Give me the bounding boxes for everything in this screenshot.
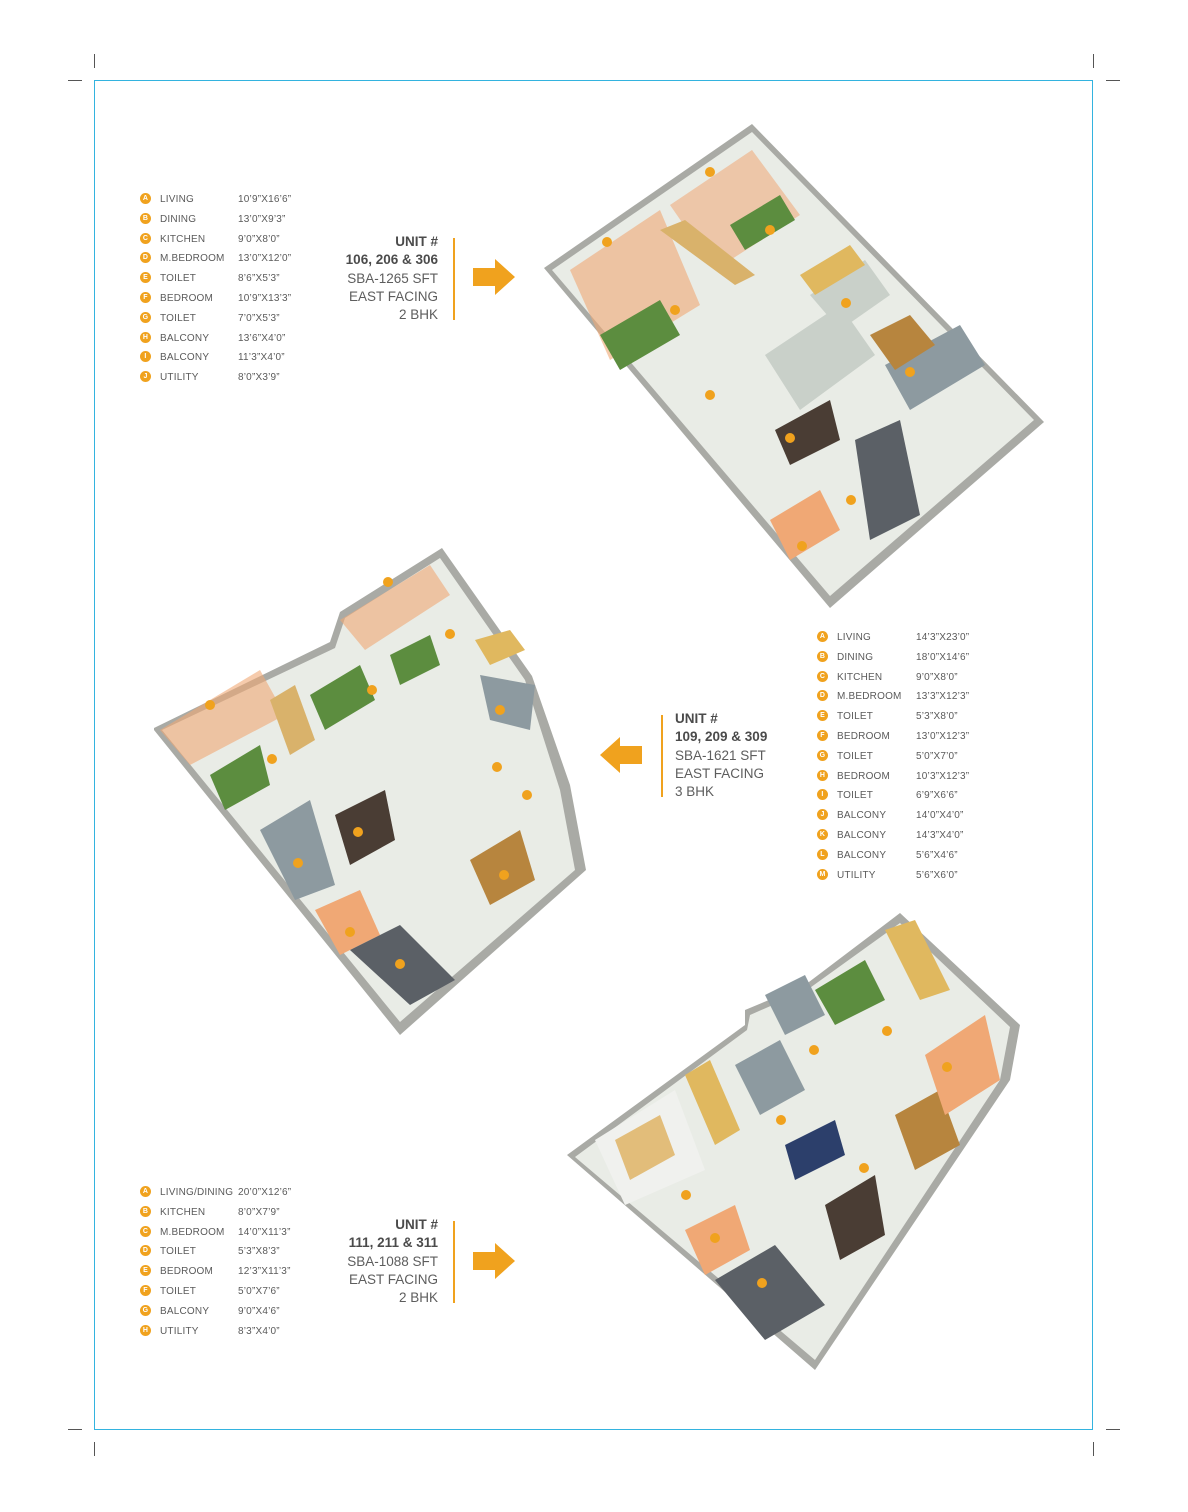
- legend-marker: H: [140, 332, 151, 343]
- legend-room-name: M.BEDROOM: [837, 691, 902, 703]
- legend-room-name: BEDROOM: [837, 730, 891, 742]
- legend-row: [140, 351, 310, 371]
- legend-marker: B: [817, 651, 828, 662]
- unit-sba: SBA-1621 SFT: [675, 747, 766, 763]
- unit-info-109: [675, 710, 805, 801]
- legend-room-name: UTILITY: [160, 1325, 199, 1337]
- legend-room-size: 11’3”X4’0”: [238, 352, 285, 364]
- legend-row: [817, 651, 987, 671]
- legend-marker: B: [140, 1206, 151, 1217]
- legend-row: [140, 371, 310, 391]
- legend-room-size: 13’3”X12’3”: [916, 691, 970, 703]
- unit-numbers: 109, 209 & 309: [675, 729, 768, 745]
- legend-row: [140, 332, 310, 352]
- legend-room-name: M.BEDROOM: [160, 253, 225, 265]
- legend-marker: J: [140, 371, 151, 382]
- legend-row: [817, 809, 987, 829]
- legend-row: [140, 252, 310, 272]
- legend-room-name: LIVING: [837, 632, 871, 643]
- legend-room-name: BALCONY: [160, 1305, 210, 1317]
- floor-plan-unit-106: [540, 120, 1050, 610]
- legend-marker: G: [817, 750, 828, 761]
- legend-row: [140, 1325, 310, 1345]
- legend-row: [140, 292, 310, 312]
- legend-room-name: LIVING/DINING: [160, 1187, 234, 1198]
- legend-row: [140, 1285, 310, 1305]
- legend-marker: K: [817, 829, 828, 840]
- unit-type: 2 BHK: [398, 307, 438, 323]
- legend-row: [817, 631, 987, 651]
- legend-marker: D: [817, 690, 828, 701]
- legend-room-name: LIVING: [160, 194, 194, 205]
- legend-marker: M: [817, 869, 828, 880]
- legend-room-name: BALCONY: [837, 829, 887, 841]
- legend-room-size: 7’0”X5’3”: [238, 312, 280, 324]
- legend-room-name: BALCONY: [160, 332, 210, 344]
- arrow-left-icon: [600, 737, 642, 773]
- legend-room-size: 20’0”X12’6”: [238, 1187, 292, 1198]
- legend-room-size: 9’0”X8’0”: [238, 233, 280, 245]
- unit-facing: EAST FACING: [675, 765, 765, 781]
- unit-info-111: [330, 1216, 438, 1307]
- legend-row: [817, 849, 987, 869]
- legend-row: [140, 193, 310, 213]
- legend-room-size: 5’6”X6’0”: [916, 869, 958, 881]
- legend-row: [817, 789, 987, 809]
- legend-room-size: 5’3”X8’3”: [238, 1246, 280, 1258]
- unit-numbers: 111, 211 & 311: [348, 1235, 438, 1251]
- legend-row: [817, 690, 987, 710]
- crop-mark: [1106, 1429, 1120, 1430]
- legend-room-size: 9’0”X4’6”: [238, 1305, 280, 1317]
- legend-room-size: 14’0”X11’3”: [238, 1226, 291, 1238]
- legend-marker: L: [817, 849, 828, 860]
- legend-room-name: UTILITY: [160, 372, 199, 384]
- legend-marker: E: [817, 710, 828, 721]
- legend-room-name: TOILET: [837, 750, 874, 762]
- legend-marker: A: [140, 1186, 151, 1197]
- crop-mark: [1093, 54, 1094, 68]
- legend-row: [140, 1206, 310, 1226]
- legend-row: [817, 710, 987, 730]
- legend-room-size: 13’6”X4’0”: [238, 332, 286, 344]
- legend-marker: A: [817, 631, 828, 642]
- legend-room-name: TOILET: [160, 1246, 197, 1258]
- unit-type: 3 BHK: [675, 784, 715, 800]
- legend-room-name: BALCONY: [837, 810, 887, 822]
- legend-room-size: 5’0”X7’0”: [916, 750, 958, 762]
- legend-row: [140, 1245, 310, 1265]
- legend-room-size: 8’3”X4’0”: [238, 1325, 280, 1337]
- legend-marker: F: [140, 292, 151, 303]
- legend-row: [140, 312, 310, 332]
- legend-room-name: TOILET: [837, 711, 874, 723]
- legend-row: [817, 730, 987, 750]
- legend-row: [817, 770, 987, 790]
- crop-mark: [1093, 1442, 1094, 1456]
- unit-sba: SBA-1088 SFT: [347, 1253, 438, 1269]
- legend-room-size: 13’0”X9’3”: [238, 213, 286, 225]
- legend-room-size: 6’9”X6’6”: [916, 790, 958, 802]
- legend-room-size: 5’0”X7’6”: [238, 1285, 280, 1297]
- legend-marker: I: [817, 789, 828, 800]
- legend-marker: H: [817, 770, 828, 781]
- legend-row: [140, 1265, 310, 1285]
- legend-room-size: 5’3”X8’0”: [916, 711, 958, 723]
- unit-facing: EAST FACING: [348, 1271, 438, 1287]
- legend-marker: E: [140, 1265, 151, 1276]
- legend-row: [817, 869, 987, 889]
- legend-room-size: 9’0”X8’0”: [916, 671, 958, 683]
- legend-room-size: 8’0”X3’9”: [238, 372, 280, 384]
- legend-marker: E: [140, 272, 151, 283]
- legend-marker: F: [817, 730, 828, 741]
- legend-row: [817, 671, 987, 691]
- legend-marker: D: [140, 252, 151, 263]
- unit-info-106: [330, 233, 438, 324]
- floor-plan-unit-109: [150, 540, 590, 1040]
- legend-room-name: DINING: [160, 213, 197, 225]
- legend-room-name: KITCHEN: [160, 1206, 206, 1218]
- divider-bar: [453, 238, 455, 320]
- crop-mark: [94, 1442, 95, 1456]
- legend-row: [817, 750, 987, 770]
- legend-unit-106: [140, 193, 310, 391]
- legend-room-name: DINING: [837, 651, 874, 663]
- legend-room-size: 14’0”X4’0”: [916, 810, 964, 822]
- legend-row: [140, 233, 310, 253]
- arrow-right-icon: [473, 259, 515, 295]
- legend-marker: C: [140, 233, 151, 244]
- legend-room-size: 10’3”X12’3”: [916, 770, 970, 782]
- legend-marker: G: [140, 312, 151, 323]
- legend-room-size: 10’9”X16’6”: [238, 194, 292, 205]
- arrow-right-icon: [473, 1243, 515, 1279]
- legend-room-size: 5’6”X4’6”: [916, 849, 958, 861]
- legend-row: [817, 829, 987, 849]
- legend-marker: A: [140, 193, 151, 204]
- legend-room-size: 12’3”X11’3”: [238, 1266, 291, 1278]
- legend-row: [140, 213, 310, 233]
- divider-bar: [661, 715, 663, 797]
- legend-room-size: 8’0”X7’9”: [238, 1206, 280, 1218]
- crop-mark: [68, 80, 82, 81]
- legend-marker: I: [140, 351, 151, 362]
- legend-unit-109: [817, 631, 987, 888]
- legend-room-name: KITCHEN: [160, 233, 206, 245]
- legend-row: [140, 1305, 310, 1325]
- unit-sba: SBA-1265 SFT: [347, 270, 438, 286]
- crop-mark: [1106, 80, 1120, 81]
- legend-marker: C: [817, 671, 828, 682]
- divider-bar: [453, 1221, 455, 1303]
- legend-room-size: 18’0”X14’6”: [916, 651, 970, 663]
- unit-title: UNIT #: [395, 234, 438, 249]
- legend-room-name: BEDROOM: [160, 1266, 214, 1278]
- unit-numbers: 106, 206 & 306: [345, 252, 438, 268]
- unit-type: 2 BHK: [398, 1290, 438, 1306]
- legend-room-name: BALCONY: [160, 352, 210, 364]
- legend-row: [140, 272, 310, 292]
- legend-room-size: 13’0”X12’3”: [916, 730, 970, 742]
- legend-room-size: 14’3”X4’0”: [916, 829, 964, 841]
- legend-room-name: KITCHEN: [837, 671, 883, 683]
- legend-room-name: BEDROOM: [160, 292, 214, 304]
- legend-unit-111: [140, 1186, 310, 1344]
- unit-title: UNIT #: [675, 711, 718, 726]
- legend-room-name: M.BEDROOM: [160, 1226, 225, 1238]
- legend-room-size: 13’0”X12’0”: [238, 253, 292, 265]
- legend-room-name: BEDROOM: [837, 770, 891, 782]
- legend-marker: H: [140, 1325, 151, 1336]
- legend-room-name: UTILITY: [837, 869, 876, 881]
- legend-room-name: TOILET: [837, 790, 874, 802]
- legend-marker: J: [817, 809, 828, 820]
- legend-room-name: TOILET: [160, 273, 197, 285]
- legend-marker: B: [140, 213, 151, 224]
- legend-marker: F: [140, 1285, 151, 1296]
- legend-row: [140, 1226, 310, 1246]
- legend-room-name: BALCONY: [837, 849, 887, 861]
- legend-marker: C: [140, 1226, 151, 1237]
- unit-facing: EAST FACING: [348, 288, 438, 304]
- legend-room-size: 14’3”X23’0”: [916, 632, 970, 643]
- unit-title: UNIT #: [395, 1217, 438, 1232]
- legend-marker: G: [140, 1305, 151, 1316]
- crop-mark: [68, 1429, 82, 1430]
- legend-room-name: TOILET: [160, 1285, 197, 1297]
- legend-room-size: 10’9”X13’3”: [238, 292, 292, 304]
- crop-mark: [94, 54, 95, 68]
- floor-plan-unit-111: [565, 905, 1025, 1380]
- legend-marker: D: [140, 1245, 151, 1256]
- legend-row: [140, 1186, 310, 1206]
- legend-room-name: TOILET: [160, 312, 197, 324]
- legend-room-size: 8’6”X5’3”: [238, 273, 280, 285]
